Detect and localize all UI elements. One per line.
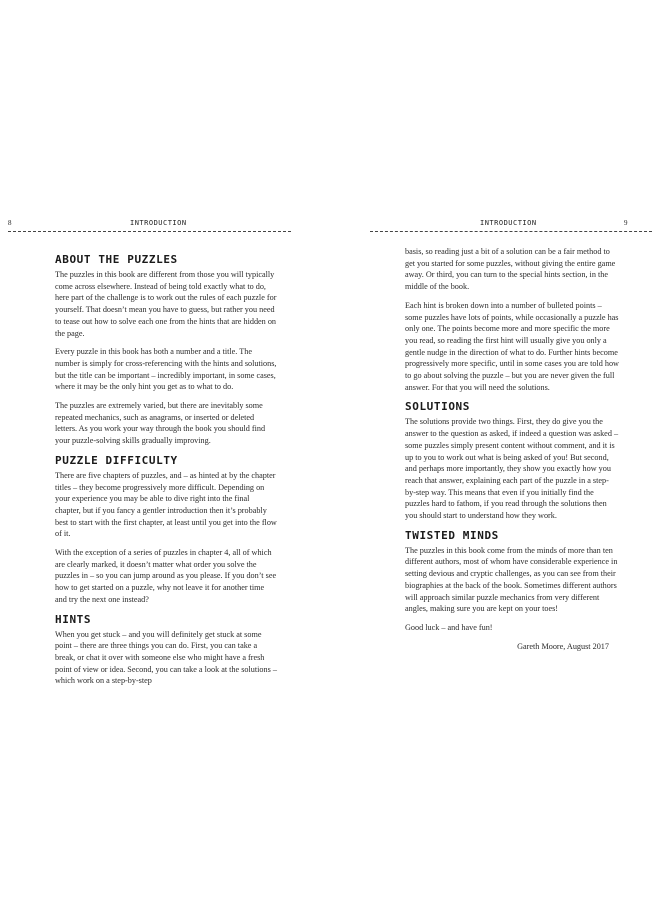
section-solutions	[405, 400, 619, 521]
section-hints	[55, 613, 277, 688]
right-page	[330, 0, 660, 904]
paragraph: With the exception of a series of puzzles in chapter 4, all of which are clearly marked, it doesn’t matter what order you solve the puzzles in – so you can jump around as you please. If you don’t see how to get started on a puzzle, why not leave it for another time and try the next one instead?	[55, 548, 277, 604]
paragraph: basis, so reading just a bit of a solution can be a fair method to get you started for some puzzles, without giving the entire game away. Or third, you can turn to the special hints section, in the middle of the book.	[405, 247, 616, 292]
section-puzzle-difficulty	[55, 454, 277, 606]
page-number: 9	[624, 219, 628, 227]
paragraph: Every puzzle in this book has both a number and a title. The number is simply for cross-referencing with the hints and solutions, but the title can be important – incredibly important, in some cases, where it may be the only hint you get as to what to do.	[55, 347, 277, 392]
running-head: INTRODUCTION	[130, 219, 187, 227]
header-rule	[370, 231, 652, 232]
text-column	[55, 251, 277, 694]
section-heading: PUZZLE DIFFICULTY	[55, 453, 178, 467]
paragraph: The puzzles are extremely varied, but there are inevitably some repeated mechanics, such as anagrams, or inserted or deleted letters. As you work your way through the book you should find your puzzle-solving skills gradually improving.	[55, 401, 266, 446]
paragraph: The puzzles in this book are different from those you will typically come across elsewhere. Instead of being told exactly what to do, here part of the challenge is to work out the rules of each puzzle for yourself. That doesn’t mean you have to guess, but rather you need to tease out how to solve each one from the hints that are hidden on the page.	[55, 270, 277, 338]
section-heading: ABOUT THE PUZZLES	[55, 253, 178, 266]
section-about-the-puzzles	[55, 253, 277, 447]
paragraph: The puzzles in this book come from the minds of more than ten different authors, most of whom have considerable experience in setting devious and cryptic challenges, as you can see from their biographies at the back of the book. Sometimes different authors will approach similar puzzle mechanics from very different angles, making sure you are kept on your toes!	[405, 545, 618, 614]
section-heading: TWISTED MINDS	[405, 528, 499, 542]
paragraph: Good luck – and have fun!	[405, 622, 493, 632]
paragraph: There are five chapters of puzzles, and – as hinted at by the chapter titles – they become progressively more difficult. Depending on your experience you may be able to dive right into the final chapter, but if you fancy a gentler introduction then it’s probably best to start with the first chapter, at least until you get into the flow of it.	[55, 470, 277, 539]
text-column	[405, 246, 619, 659]
header-rule	[8, 231, 291, 232]
running-head: INTRODUCTION	[480, 219, 537, 227]
page-number: 8	[8, 219, 12, 227]
section-twisted-minds	[405, 529, 619, 653]
paragraph: Each hint is broken down into a number of bulleted points – some puzzles have lots of points, while occasionally a puzzle has only one. The points become more and more specific the more you read, so reading the first hint will usually give you only a gentle nudge in the direction of what to do. Further hints become progressively more specific, until in some cases you are told how to go about solving the puzzle – but you are never given the full answer. For that you will need the solutions.	[405, 300, 619, 392]
section-heading: HINTS	[55, 612, 92, 626]
section-heading: SOLUTIONS	[405, 400, 471, 414]
signature: Gareth Moore, August 2017	[517, 641, 609, 651]
paragraph: The solutions provide two things. First, they do give you the answer to the question as asked, if indeed a question was asked – some puzzles simply present content without comment, and it is up to you to work out what is being asked of you! But second, and perhaps more importantly, they show you exactly how you reach that answer, explaining each part of the puzzle in a step-by-step way. This means that even if you initially find the puzzles hard to fathom, if you read through the solutions then you should start to understand how they work.	[405, 417, 619, 521]
paragraph: When you get stuck – and you will definitely get stuck at some point – there are three things you can do. First, you can take a break, or chat it over with someone else who might have a fresh point of view or idea. Second, you can take a look at the solutions – which work on a step-by-step	[55, 629, 277, 686]
